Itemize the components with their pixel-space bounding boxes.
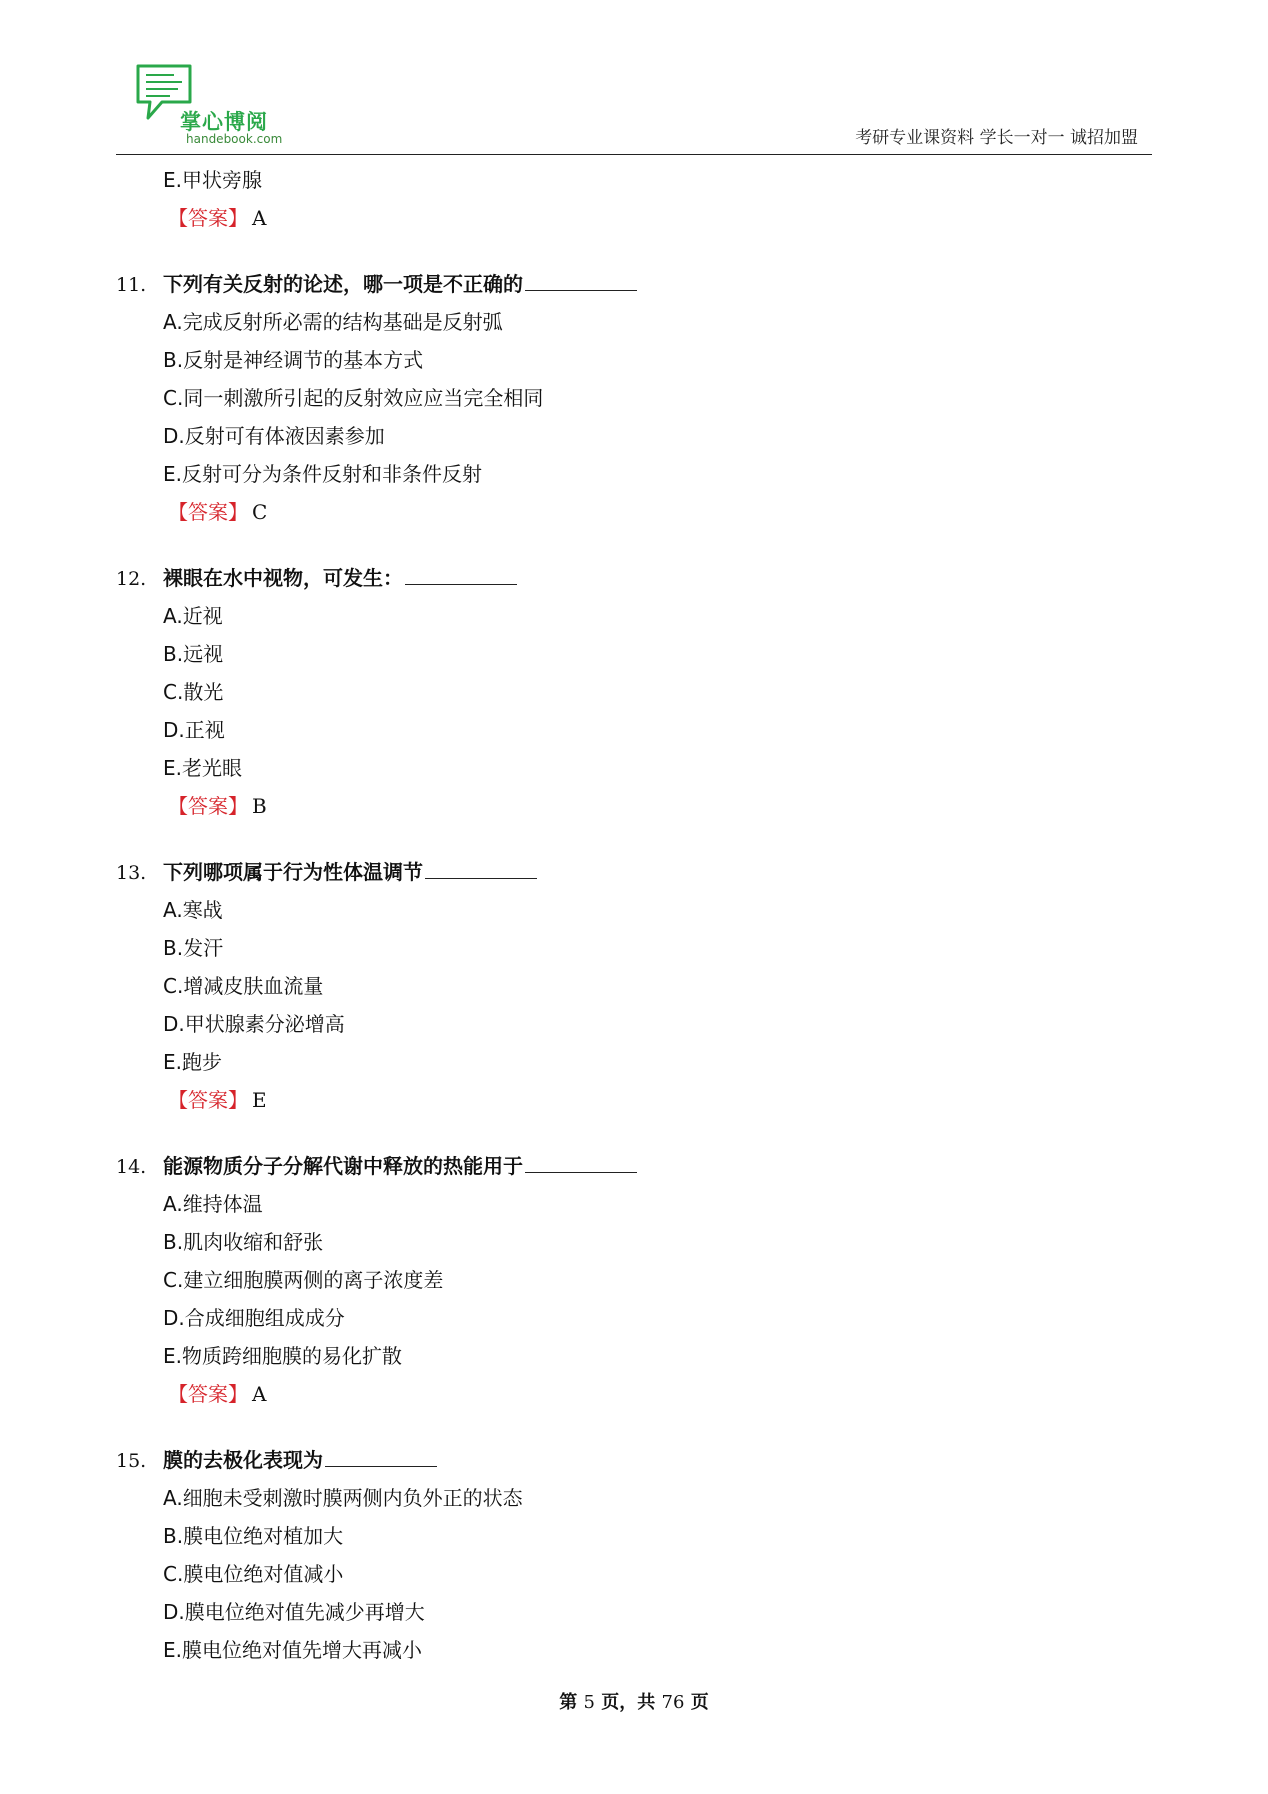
option-a: A.寒战 [163, 898, 223, 922]
option-e: E.跑步 [163, 1050, 222, 1074]
answer-tag: 【答案】 [168, 500, 248, 524]
footer-suffix: 页 [690, 1692, 709, 1713]
answer-line [116, 199, 1152, 237]
question-stem [116, 1441, 1152, 1479]
answer-tag: 【答案】 [168, 794, 248, 818]
option-e: E.物质跨细胞膜的易化扩散 [163, 1344, 402, 1368]
question-list [116, 161, 1152, 1669]
option-c: C.增减皮肤血流量 [163, 974, 324, 998]
answer-blank [525, 266, 637, 291]
handebook-logo [134, 62, 283, 146]
answer-value: B [252, 794, 267, 818]
option-e: E.反射可分为条件反射和非条件反射 [163, 462, 482, 486]
answer-value: A [252, 1382, 267, 1406]
option-a: A.完成反射所必需的结构基础是反射弧 [163, 310, 503, 334]
question-number: 11. [116, 274, 147, 296]
question-text: 裸眼在水中视物，可发生： [163, 566, 403, 590]
current-page-number: 5 [583, 1692, 595, 1713]
question-number: 14. [116, 1156, 147, 1178]
answer-value: A [252, 206, 267, 230]
option-d: D.正视 [163, 718, 225, 742]
option-c: C.膜电位绝对值减小 [163, 1562, 344, 1586]
question-stem [116, 265, 1152, 303]
answer-tag: 【答案】 [168, 206, 248, 230]
option-a: A.细胞未受刺激时膜两侧内负外正的状态 [163, 1486, 523, 1510]
option-e: E.膜电位绝对值先增大再减小 [163, 1638, 422, 1662]
spacer [116, 1119, 1152, 1147]
answer-value: C [252, 500, 268, 524]
option-b: B.远视 [163, 642, 224, 666]
page-footer [0, 1688, 1268, 1714]
page-header [116, 58, 1152, 155]
answer-line [116, 1081, 1152, 1119]
spacer [116, 1413, 1152, 1441]
logo-chinese-name: 掌心博阅 [180, 110, 268, 134]
option-e: E.老光眼 [163, 756, 242, 780]
question-number: 15. [116, 1450, 147, 1472]
answer-line [116, 1375, 1152, 1413]
question-text: 下列哪项属于行为性体温调节 [163, 860, 423, 884]
option-a: A.维持体温 [163, 1192, 263, 1216]
answer-blank [325, 1442, 437, 1467]
question-stem [116, 853, 1152, 891]
question-text: 能源物质分子分解代谢中释放的热能用于 [163, 1154, 523, 1178]
header-tagline: 考研专业课资料 学长一对一 诚招加盟 [855, 128, 1138, 148]
answer-value: E [252, 1088, 267, 1112]
question-text: 下列有关反射的论述，哪一项是不正确的 [163, 272, 523, 296]
footer-prefix: 第 [559, 1692, 578, 1713]
option-b: B.肌肉收缩和舒张 [163, 1230, 324, 1254]
answer-tag: 【答案】 [168, 1382, 248, 1406]
answer-line [116, 787, 1152, 825]
option-b: B.膜电位绝对植加大 [163, 1524, 344, 1548]
option-a: A.近视 [163, 604, 223, 628]
option-c: C.同一刺激所引起的反射效应应当完全相同 [163, 386, 544, 410]
option-c: C.建立细胞膜两侧的离子浓度差 [163, 1268, 444, 1292]
answer-blank [405, 560, 517, 585]
option-d: D.合成细胞组成成分 [163, 1306, 345, 1330]
option-d: D.甲状腺素分泌增高 [163, 1012, 345, 1036]
logo-domain: handebook.com [186, 132, 283, 146]
answer-blank [525, 1148, 637, 1173]
spacer [116, 237, 1152, 265]
option-b: B.发汗 [163, 936, 224, 960]
question-text: 膜的去极化表现为 [163, 1448, 323, 1472]
option-d: D.反射可有体液因素参加 [163, 424, 385, 448]
answer-line [116, 493, 1152, 531]
footer-middle: 页，共 [601, 1692, 656, 1713]
option-d: D.膜电位绝对值先减少再增大 [163, 1600, 425, 1624]
answer-tag: 【答案】 [168, 1088, 248, 1112]
question-stem [116, 1147, 1152, 1185]
option-e-continued: E.甲状旁腺 [163, 168, 262, 192]
question-number: 12. [116, 568, 147, 590]
option-c: C.散光 [163, 680, 224, 704]
question-stem [116, 559, 1152, 597]
spacer [116, 825, 1152, 853]
option-b: B.反射是神经调节的基本方式 [163, 348, 424, 372]
question-number: 13. [116, 862, 147, 884]
total-pages-number: 76 [661, 1692, 685, 1713]
answer-blank [425, 854, 537, 879]
spacer [116, 531, 1152, 559]
